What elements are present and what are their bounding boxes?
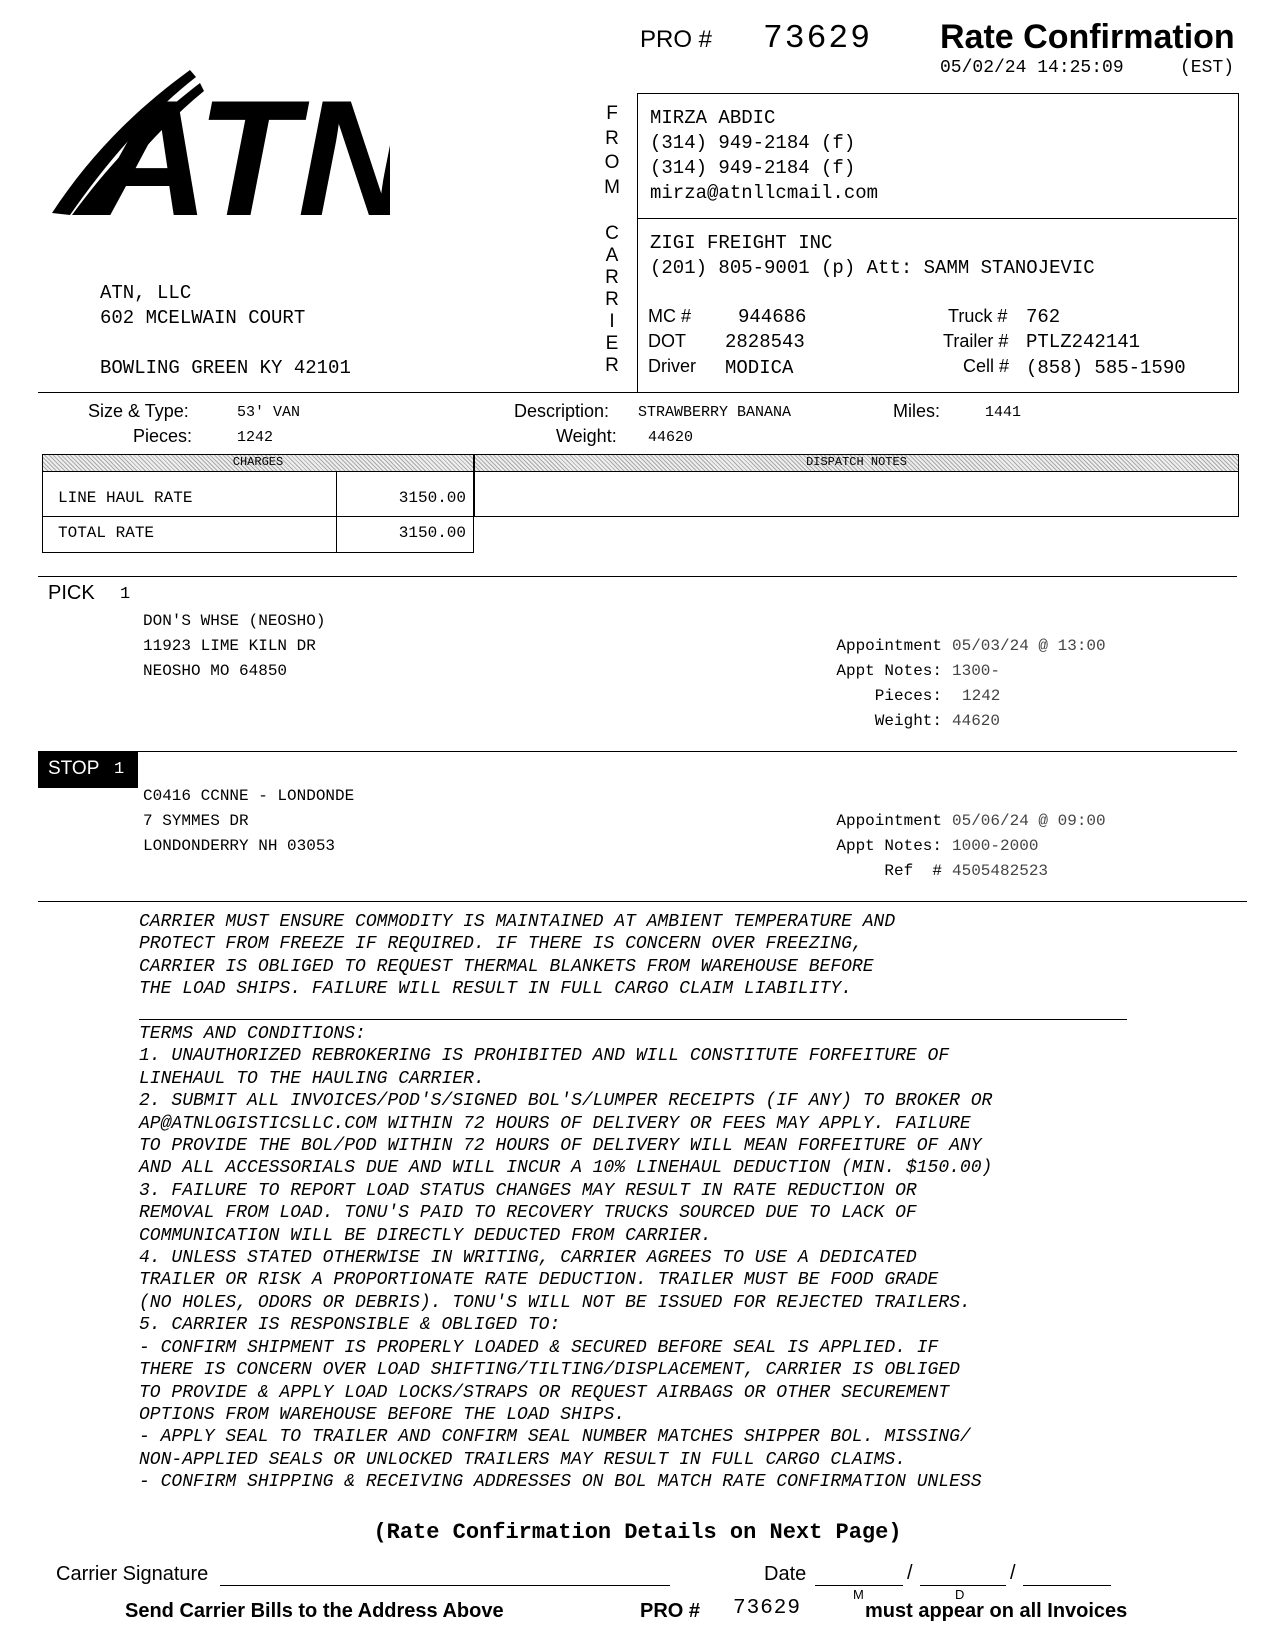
description-label: Description: bbox=[514, 401, 610, 421]
trailer-label: Trailer # bbox=[943, 331, 1009, 351]
stop-divider bbox=[38, 751, 1237, 752]
footer-pro-label: PRO # bbox=[640, 1600, 701, 1622]
from-email: mirza@atnllcmail.com bbox=[650, 182, 879, 204]
date-year-line[interactable] bbox=[1023, 1585, 1111, 1586]
stop-ref-value: 4505482523 bbox=[952, 862, 1049, 880]
page-title: Rate Confirmation bbox=[940, 18, 1235, 56]
stop-appointment-value: 05/06/24 @ 09:00 bbox=[952, 812, 1106, 830]
carrier-name: ZIGI FREIGHT INC bbox=[650, 232, 833, 254]
carrier-vertical-label: C A R R I E R bbox=[605, 223, 619, 376]
date-slash-2: / bbox=[1010, 1562, 1016, 1584]
weight-value: 44620 bbox=[648, 429, 694, 446]
broker-city: BOWLING GREEN KY 42101 bbox=[100, 357, 351, 379]
dot-number: 2828543 bbox=[725, 331, 805, 353]
stop-city: LONDONDERRY NH 03053 bbox=[143, 837, 336, 855]
driver-name: MODICA bbox=[725, 357, 794, 379]
charges-header: CHARGES bbox=[42, 454, 474, 472]
header-divider bbox=[38, 392, 1237, 393]
date-month-caption: M bbox=[853, 1587, 864, 1602]
date-day-caption: D bbox=[955, 1587, 965, 1602]
pieces-label: Pieces: bbox=[133, 426, 193, 446]
terms-underline bbox=[139, 1019, 1127, 1020]
pieces-value: 1242 bbox=[237, 429, 274, 446]
charge-label-line-haul: LINE HAUL RATE bbox=[58, 489, 193, 507]
pick-name: DON'S WHSE (NEOSHO) bbox=[143, 612, 326, 630]
date-day-line[interactable] bbox=[920, 1585, 1006, 1586]
pick-weight-value: 44620 bbox=[952, 712, 1001, 730]
broker-address: 602 MCELWAIN COURT bbox=[100, 307, 306, 329]
miles-label: Miles: bbox=[893, 401, 941, 421]
charge-amount-line-haul: 3150.00 bbox=[398, 489, 466, 507]
pick-city: NEOSHO MO 64850 bbox=[143, 662, 288, 680]
from-vertical-label: F R O M bbox=[604, 103, 620, 198]
terms-and-conditions: TERMS AND CONDITIONS: 1. UNAUTHORIZED REBROKERING IS PROHIBITED AND WILL CONSTITUTE FORFEITURE OF LINEHAUL TO THE HAULING CARRIER. 2. SUBMIT ALL INVOICES/POD'S/SIGNED BOL'S/LUMPER RECEIPTS (IF ANY) TO BROKER OR AP@ATNLOGISTICSLLC.COM WITHIN 72 HOURS OF DELIVERY OR FEES MAY APPLY. FAILURE TO PROVIDE THE BOL/POD WITHIN 72 HOURS OF DELIVERY WILL MEAN FORFEITURE OF ANY AND ALL ACCESSORIALS DUE AND WILL INCUR A 10% LINEHAUL DEDUCTION (MIN. $150.00) 3. FAILURE TO REPORT LOAD STATUS CHANGES MAY RESULT IN RATE REDUCTION OR REMOVAL FROM LOAD. TONU'S PAID TO RECOVERY TRUCKS SOURCED DUE TO LACK OF COMMUNICATION WILL BE DIRECTLY DEDUCTED FROM CARRIER. 4. UNLESS STATED OTHERWISE IN WRITING, CARRIER AGREES TO USE A DEDICATED TRAILER OR RISK A PROPORTIONATE RATE DEDUCTION. TRAILER MUST BE FOOD GRADE (NO HOLES, ODORS OR DEBRIS). TONU'S WILL NOT BE ISSUED FOR REJECTED TRAILERS. 5. CARRIER IS RESPONSIBLE & OBLIGED TO: - CONFIRM SHIPMENT IS PROPERLY LOADED & SECURED BEFORE SEAL IS APPLIED. IF THERE IS CONCERN OVER LOAD SHIFTING/TILTING/DISPLACEMENT, CARRIER IS OBLIGED TO PROVIDE & APPLY LOAD LOCKS/STRAPS OR REQUEST AIRBAGS OR OTHER SECUREMENT OPTIONS FROM WAREHOUSE BEFORE THE LOAD SHIPS. - APPLY SEAL TO TRAILER AND CONFIRM SEAL NUMBER MATCHES SHIPPER BOL. MISSING/ NON-APPLIED SEALS OR UNLOCKED TRAILERS MAY RESULT IN FULL CARGO CLAIMS. - CONFIRM SHIPPING & RECEIVING ADDRESSES ON BOL MATCH RATE CONFIRMATION UNLESS bbox=[139, 1024, 993, 1493]
mc-label: MC # bbox=[648, 306, 692, 326]
pick-label: PICK bbox=[48, 582, 95, 604]
pick-weight-label: Weight: bbox=[874, 712, 942, 730]
carrier-signature-label: Carrier Signature bbox=[56, 1563, 209, 1585]
dot-label: DOT bbox=[648, 331, 686, 351]
atn-logo bbox=[50, 65, 390, 225]
charges-column-divider bbox=[336, 472, 337, 553]
carrier-phone-attention: (201) 805-9001 (p) Att: SAMM STANOJEVIC bbox=[650, 257, 1095, 279]
date-month-line[interactable] bbox=[815, 1585, 903, 1586]
pro-label: PRO # bbox=[640, 26, 713, 53]
pro-number: 73629 bbox=[763, 20, 873, 57]
print-datetime: 05/02/24 14:25:09 bbox=[940, 58, 1124, 78]
size-type-value: 53' VAN bbox=[237, 404, 301, 421]
send-bills-note: Send Carrier Bills to the Address Above bbox=[125, 1600, 504, 1622]
dispatch-notes-header: DISPATCH NOTES bbox=[474, 454, 1239, 472]
cell-label: Cell # bbox=[963, 356, 1010, 376]
stop-name: C0416 CCNNE - LONDONDE bbox=[143, 787, 355, 805]
miles-value: 1441 bbox=[985, 404, 1022, 421]
stop-number: 1 bbox=[114, 760, 125, 779]
pick-address: 11923 LIME KILN DR bbox=[143, 637, 316, 655]
next-page-note: (Rate Confirmation Details on Next Page) bbox=[373, 1520, 902, 1545]
footer-pro-number: 73629 bbox=[733, 1597, 802, 1620]
carrier-signature-line[interactable] bbox=[220, 1585, 670, 1586]
stop-notes-value: 1000-2000 bbox=[952, 837, 1039, 855]
timezone: (EST) bbox=[1180, 58, 1235, 78]
size-type-label: Size & Type: bbox=[88, 401, 189, 421]
temperature-notice: CARRIER MUST ENSURE COMMODITY IS MAINTAINED AT AMBIENT TEMPERATURE AND PROTECT FROM FREEZE IF REQUIRED. IF THERE IS CONCERN OVER FREEZING, CARRIER IS OBLIGED TO REQUEST THERMAL BLANKETS FROM WAREHOUSE BEFORE THE LOAD SHIPS. FAILURE WILL RESULT IN FULL CARGO CLAIM LIABILITY. bbox=[139, 912, 896, 1000]
stop-appointment-label: Appointment bbox=[836, 812, 942, 830]
pick-pieces-value: 1242 bbox=[962, 687, 1001, 705]
truck-label: Truck # bbox=[948, 306, 1008, 326]
must-appear-note: must appear on all Invoices bbox=[865, 1600, 1128, 1622]
pick-appointment-label: Appointment bbox=[836, 637, 942, 655]
stop-label: STOP bbox=[48, 758, 100, 779]
stop-notes-label: Appt Notes: bbox=[836, 837, 942, 855]
truck-number: 762 bbox=[1026, 306, 1061, 328]
pick-pieces-label: Pieces: bbox=[874, 687, 942, 705]
pick-appointment-value: 05/03/24 @ 13:00 bbox=[952, 637, 1106, 655]
date-slash-1: / bbox=[907, 1562, 913, 1584]
driver-label: Driver bbox=[648, 356, 696, 376]
cell-number: (858) 585-1590 bbox=[1026, 357, 1186, 379]
stop-ref-label: Ref # bbox=[884, 862, 942, 880]
description-value: STRAWBERRY BANANA bbox=[638, 404, 792, 421]
atn-logo-text: ATN bbox=[90, 66, 390, 225]
from-name: MIRZA ABDIC bbox=[650, 107, 776, 129]
from-phone-2: (314) 949-2184 (f) bbox=[650, 157, 856, 179]
from-carrier-divider bbox=[637, 218, 1237, 219]
terms-divider bbox=[38, 901, 1247, 902]
mc-number: 944686 bbox=[738, 306, 807, 328]
broker-name: ATN, LLC bbox=[100, 282, 192, 304]
stop-address: 7 SYMMES DR bbox=[143, 812, 249, 830]
dispatch-notes-box bbox=[474, 472, 1239, 517]
from-phone-1: (314) 949-2184 (f) bbox=[650, 132, 856, 154]
weight-label: Weight: bbox=[556, 426, 617, 446]
charge-amount-total: 3150.00 bbox=[398, 524, 466, 542]
pick-divider bbox=[38, 576, 1237, 577]
charge-label-total: TOTAL RATE bbox=[58, 524, 155, 542]
charges-row-divider bbox=[42, 516, 474, 517]
date-label: Date bbox=[764, 1563, 807, 1585]
pick-number: 1 bbox=[120, 585, 131, 604]
pick-notes-value: 1300- bbox=[952, 662, 1001, 680]
trailer-number: PTLZ242141 bbox=[1026, 331, 1141, 353]
pick-notes-label: Appt Notes: bbox=[836, 662, 942, 680]
